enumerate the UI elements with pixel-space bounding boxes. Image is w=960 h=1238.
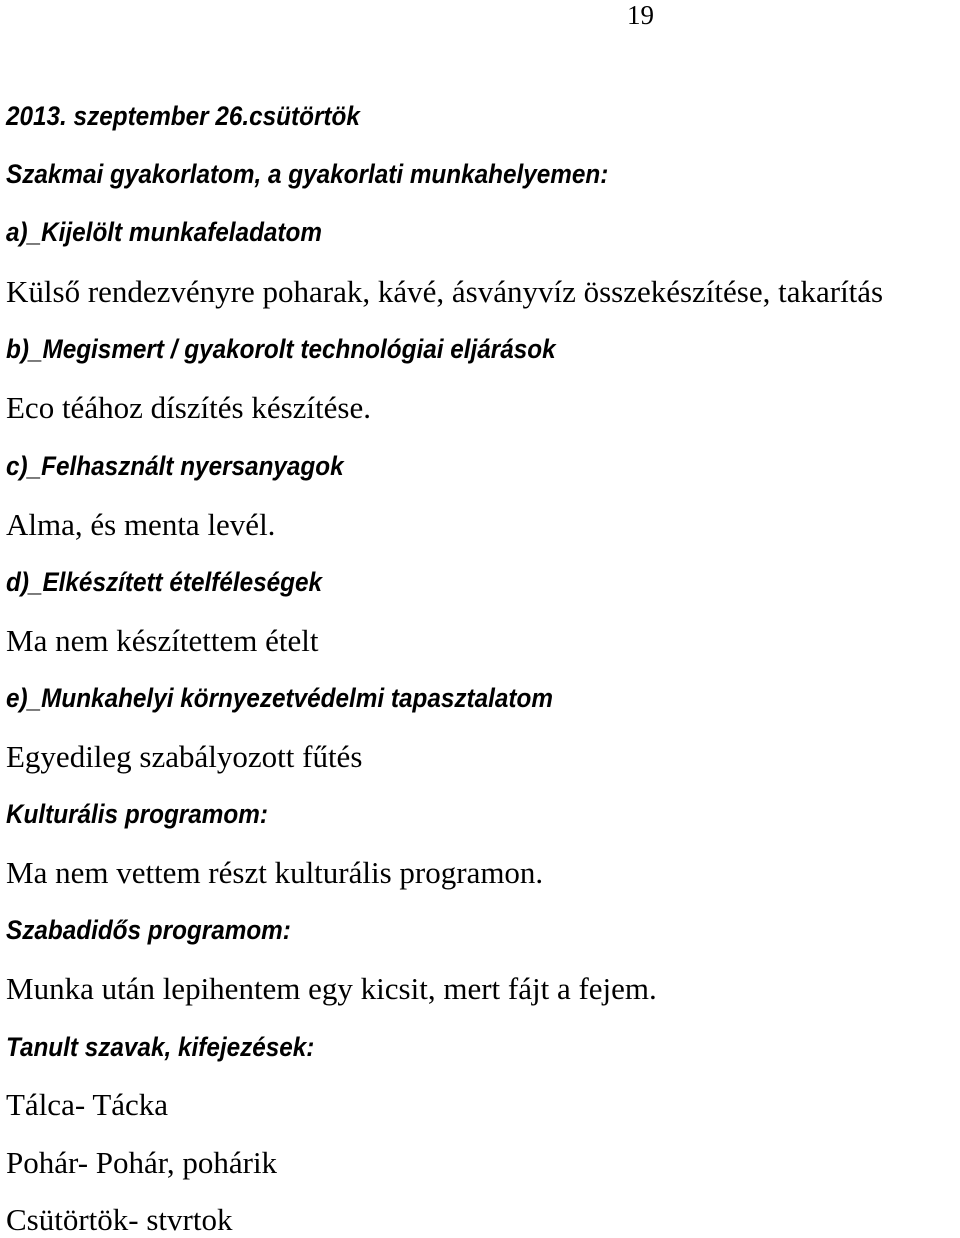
vocabulary-heading: Tanult szavak, kifejezések: (6, 1032, 315, 1062)
leisure-program-heading: Szabadidős programom: (6, 915, 291, 945)
environment-text: Egyedileg szabályozott fűtés (6, 739, 363, 774)
date-heading: 2013. szeptember 26.csütörtök (6, 101, 360, 131)
page-number: 19 (627, 0, 654, 30)
environment-heading: e)_Munkahelyi környezetvédelmi tapasztalatom (6, 683, 553, 713)
cultural-program-heading: Kulturális programom: (6, 799, 268, 829)
dishes-heading: d)_Elkészített ételféleségek (6, 567, 323, 597)
cultural-program-text: Ma nem vettem részt kulturális programon. (6, 855, 544, 890)
ingredients-text: Alma, és menta levél. (6, 507, 276, 542)
ingredients-heading: c)_Felhasznált nyersanyagok (6, 451, 344, 481)
procedures-text: Eco téához díszítés készítése. (6, 390, 371, 425)
internship-heading: Szakmai gyakorlatom, a gyakorlati munkahelyemen: (6, 159, 609, 189)
assigned-task-text: Külső rendezvényre poharak, kávé, ásványvíz összekészítése, takarítás (6, 274, 884, 309)
leisure-program-text: Munka után lepihentem egy kicsit, mert fájt a fejem. (6, 971, 657, 1006)
dishes-text: Ma nem készítettem ételt (6, 623, 319, 658)
procedures-heading: b)_Megismert / gyakorolt technológiai eljárások (6, 334, 556, 364)
vocabulary-item: Pohár- Pohár, pohárik (6, 1145, 278, 1180)
assigned-task-heading: a)_Kijelölt munkafeladatom (6, 217, 322, 247)
vocabulary-item: Tálca- Tácka (6, 1087, 169, 1122)
vocabulary-item: Csütörtök- stvrtok (6, 1202, 233, 1237)
